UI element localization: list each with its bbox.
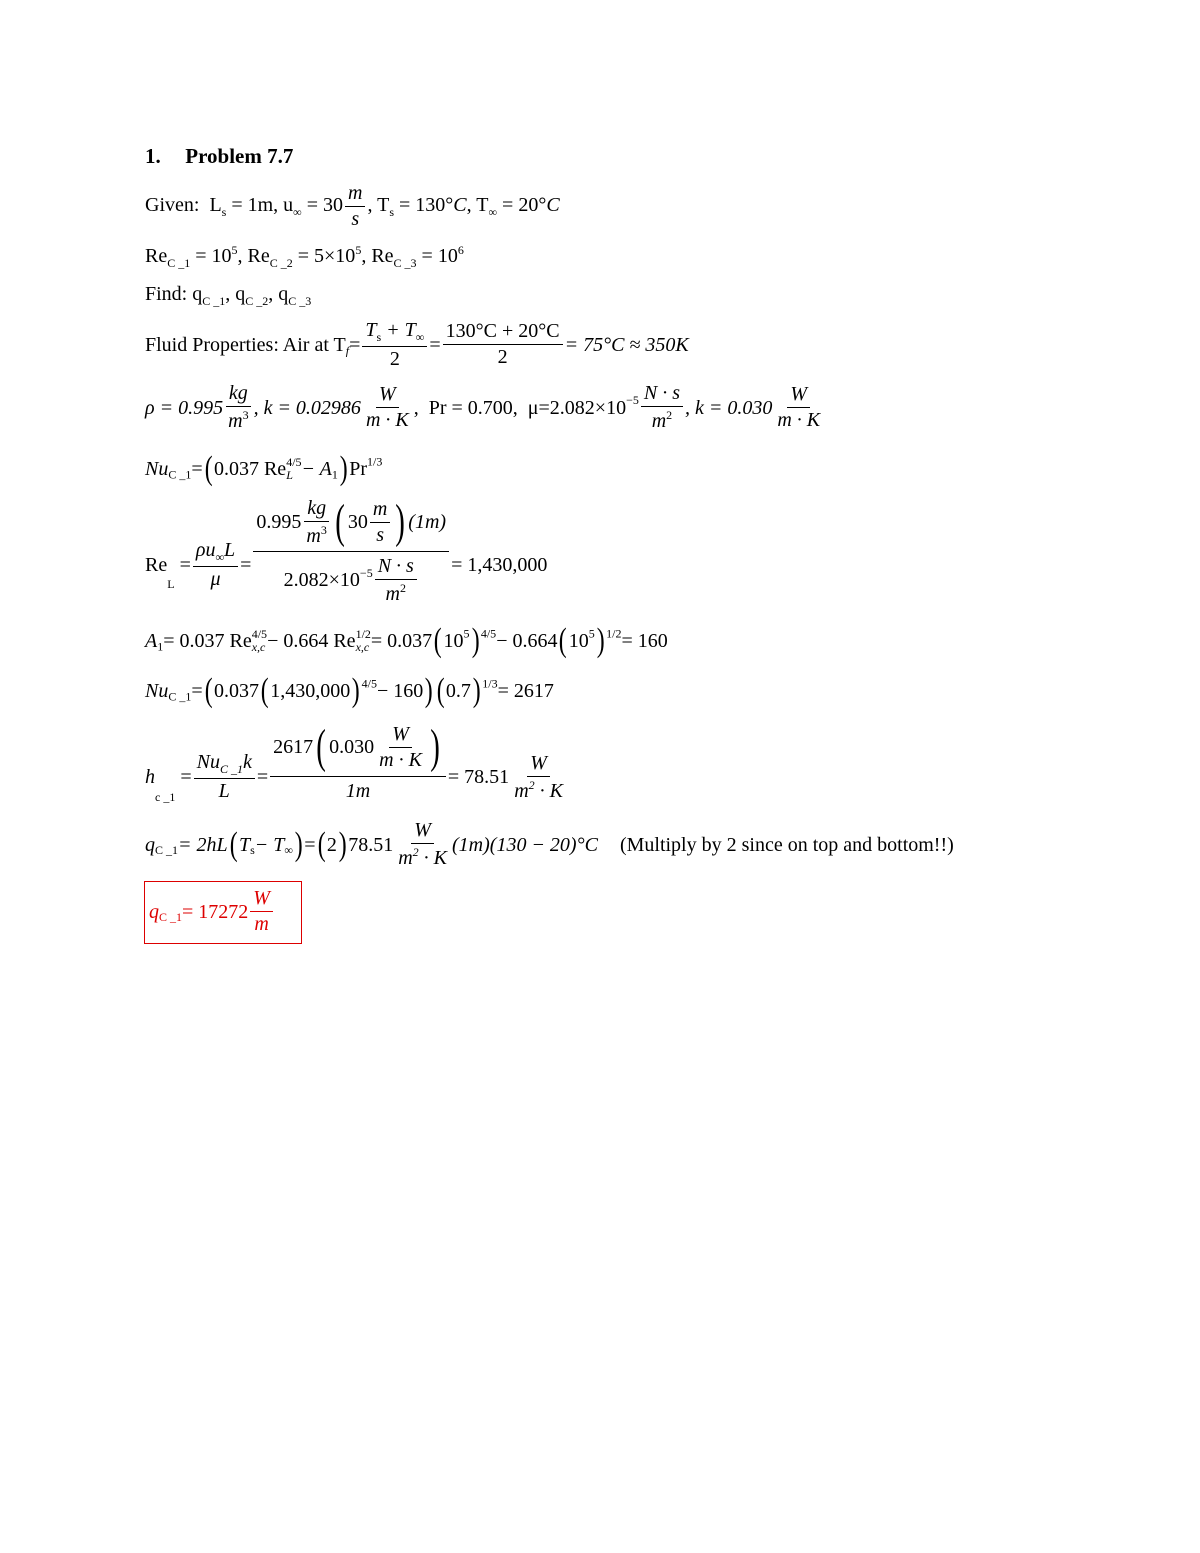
q-calc-line: $q_{C \_1}= 2hL(T_s- T_\infty)=(2)78.51$ $\frac{W}{m^2 \cdot K}$ (1m)(130 − 20)°C (Multiply by 2 since on top and bottom!!) — [145, 819, 954, 869]
h-numeric-fraction: 2617( 0.030 $\frac{W}{m \cdot K}$ ) 1m — [270, 722, 446, 802]
nusselt-calc-line: $Nu_{C \_1}=(0.037(1,430,000)$ $^{4/5}$− 160)(0.7) $^{1/3}$= 2617 — [145, 672, 554, 709]
film-temp-values-fraction: $\frac{130^\circ C + 20^\circ C}{2}$ — [443, 321, 563, 368]
problem-number: 1. — [145, 144, 161, 168]
problem-title — [145, 146, 293, 167]
reynolds-calc-line: $Re_L$ = $\frac{\rho u_\infty L}{\mu}$ = 0.995 $\frac{kg}{m^3}$ ( 30 $\frac{m}{s}$ ) (1m) 2.082×10−5 $\frac{N \cdot s}{m^2}$ = 1,430,000 — [145, 495, 548, 606]
h-result-unit: $\frac{W}{m^2 \cdot K}$ — [514, 751, 563, 802]
mu-unit: $\frac{N \cdot s}{m^2}$ — [641, 383, 683, 432]
given-line: Given: $L_s = 1m$, $u_\infty = 30$ $\frac{m}{s}$ , $T_s = 130^\circ C$, $T_\infty = 20^\circ C$ — [145, 182, 560, 230]
nusselt-formula-line: $Nu_{C \_1}=(0.037$ Re 4/5 L − $A_1)Pr^{1/3}$ — [145, 450, 383, 487]
find-line: Find: $q_{C \_1}$, $q_{C \_2}$, $q_{C \_3}$ — [145, 283, 312, 308]
re-symbolic-fraction: $\frac{\rho u_\infty L}{\mu}$ — [193, 540, 238, 590]
k2-unit: $\frac{W}{m \cdot K}$ — [777, 383, 821, 431]
note-text: (Multiply by 2 since on top and bottom!!) — [619, 833, 954, 856]
answer-unit: $\frac{W}{m}$ — [250, 888, 273, 935]
h-symbolic-fraction: $\frac{Nu_{C \_1}k}{L}$ — [194, 752, 255, 802]
k1-unit: $\frac{W}{m \cdot K}$ — [365, 383, 409, 431]
velocity-unit: $\frac{m}{s}$ — [345, 183, 365, 230]
rho-unit: $\frac{kg}{m^3}$ — [225, 383, 251, 432]
problem-name: Problem 7.7 — [185, 144, 294, 168]
properties-line: ρ = 0.995 $\frac{kg}{m^3}$ , k = 0.02986 $\frac{W}{m \cdot K}$ , Pr = 0.700, μ=2.082×10−5 $\frac{N \cdot s}{m^2}$ , k = 0.030 $\frac{W}{m \cdot K}$ — [145, 383, 825, 432]
a1-calc-line: $A_1= 0.037$ Re 4/5 x,c − 0.664 Re 1/2 x,c = $0.037(10^5)$ $^{4/5}- 0.664(10^5)$ $^{1/2}$= 160 — [145, 622, 668, 659]
answer-line: $q_{C \_1}= 17272$ $\frac{W}{m}$ — [149, 888, 275, 935]
re-numeric-fraction: 0.995 $\frac{kg}{m^3}$ ( 30 $\frac{m}{s}$ ) (1m) 2.082×10−5 $\frac{N \cdot s}{m^2}$ — [253, 497, 449, 605]
film-temp-fraction: $\frac{T_s + T_\infty}{2}$ — [362, 320, 427, 370]
fluid-properties-line: Fluid Properties: Air at $T_f=$ $\frac{T_s + T_\infty}{2}$ = $\frac{130^\circ C + 20^\circ C}{2}$ = 75°C ≈ 350K — [145, 319, 689, 370]
q-unit: $\frac{W}{m^2 \cdot K}$ — [398, 819, 448, 869]
h-calc-line: $h_{c \_1}$ = $\frac{Nu_{C \_1}k}{L}$ = 2617( 0.030 $\frac{W}{m \cdot K}$ ) 1m = 78.51 $\frac{W}{m^2 \cdot K}$ — [145, 722, 568, 803]
reynolds-given-line: $Re_{C \_1} = 10^5$, $Re_{C \_2} = 5\times 10^5$, $Re_{C \_3} = 10^6$ — [145, 243, 464, 270]
